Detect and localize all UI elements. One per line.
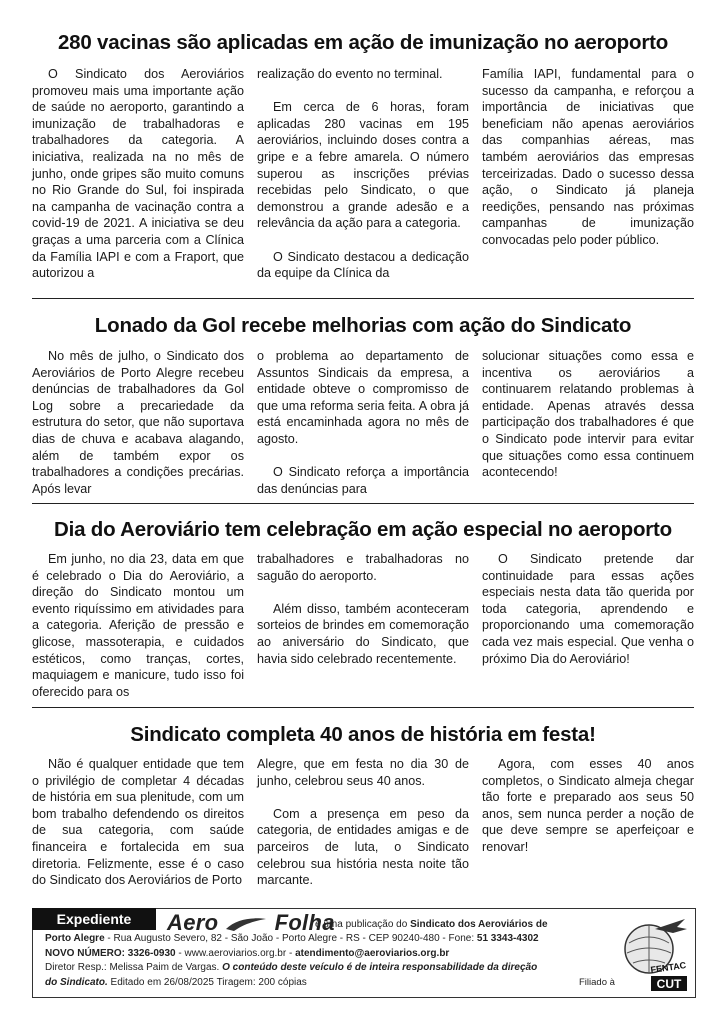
address-text: - Rua Augusto Severo, 82 - São João - Porto Alegre - RS - CEP 90240-480 - Fone:: [104, 933, 477, 945]
org-name: Sindicato dos Aeroviários de: [410, 919, 548, 930]
city-name: Porto Alegre: [45, 933, 105, 945]
disclaimer-text: O conteúdo deste veículo é de inteira responsabilidade da direção: [222, 962, 538, 974]
expediente-line: [45, 932, 585, 946]
paragraph: realização do evento no terminal.: [257, 67, 443, 81]
column-3: [482, 756, 694, 889]
article-columns: [32, 756, 694, 889]
intro-text: é uma publicação do: [315, 919, 411, 930]
paragraph: Em junho, no dia 23, data em que é celebrado o Dia do Aeroviário, a direção do Sindicato montou um evento riquíssimo em atividades para a categoria. Aferição de pressão e glicose, massoterapia, e cuidados estéticos, como tranças, cortes, maquiagem e manicure, tudo isso foi oferecido para os: [32, 552, 244, 699]
paragraph: Além disso, também aconteceram sorteios de brindes em comemoração ao aniversário do Sindicato, que havia sido celebrado recentemente.: [257, 601, 469, 666]
paragraph: o problema ao departamento de Assuntos Sindicais da empresa, a entidade obteve o compromisso de que uma reforma seria feita. A obra já está encaminhada agora no mês de agosto.: [257, 349, 469, 446]
column-3: [482, 551, 694, 700]
logo-text-aero: Aero: [167, 910, 219, 935]
column-3: [482, 348, 694, 497]
expediente-line: [45, 918, 585, 932]
column-1: [32, 348, 244, 497]
paragraph: Em cerca de 6 horas, foram aplicadas 280 vacinas em 195 aeroviários, incluindo doses contra a gripe e a febre amarela. O número superou as inscrições prévias recebidas pelo Sindicato, o que demonstrou a grande adesão e a relevância da ação para a categoria.: [257, 100, 469, 231]
paragraph: O Sindicato pretende dar continuidade para essas ações especiais nesta data tão querida por toda categoria, aprendendo e proporcionando uma comemoração cada vez mais especial. Que venha o próximo Dia do Aeroviário!: [482, 552, 694, 666]
disclaimer-text: do Sindicato.: [45, 976, 108, 988]
logo-text-folha: Folha: [274, 910, 335, 935]
fentac-cut-badge-icon: [615, 913, 689, 993]
column-1: [32, 66, 244, 282]
headline: Dia do Aeroviário tem celebração em ação especial no aeroporto: [53, 518, 672, 541]
headline: 280 vacinas são aplicadas em ação de imunização no aeroporto: [57, 31, 669, 54]
novo-numero-label: NOVO NÚMERO:: [45, 947, 125, 959]
paragraph: solucionar situações como essa e incentiva os aeroviários a continuarem relatando problemas à entidade. Apenas através dessa participação dos trabalhadores é que o Sindicato pode intervir para evitar que situações como essa continuem acontecendo!: [482, 349, 694, 480]
website-link[interactable]: - www.aeroviarios.org.br -: [175, 947, 296, 959]
email-link[interactable]: atendimento@aeroviarios.org.br: [295, 947, 450, 959]
paragraph: Agora, com esses 40 anos completos, o Sindicato almeja chegar tão forte e preparado aos seus 50 anos, sem nunca perder a noção de que deve sempre se aperfeiçoar e renovar!: [482, 757, 694, 854]
section-divider: [32, 503, 694, 504]
filiado-label: Filiado à: [579, 977, 615, 988]
paragraph: O Sindicato destacou a dedicação da equipe da Clínica da: [257, 249, 469, 281]
badge-cut-text: CUT: [656, 977, 682, 991]
section-divider: [32, 707, 694, 708]
column-1: [32, 756, 244, 889]
expediente-line: [45, 961, 585, 975]
phone-number: 51 3343-4302: [476, 933, 539, 945]
paragraph: Família IAPI, fundamental para o sucesso da campanha, e reforçou a importância de iniciativas que beneficiam não apenas aeroviários das companhias aéreas, mas também aeroviários das empresas terceirizadas. Dado o sucesso dessa ação, o Sindicato já planeja reedições, pensando nas próximas campanhas de imunização convocadas pelo poder público.: [482, 67, 694, 247]
article-columns: [32, 348, 694, 497]
paragraph: Com a presença em peso da categoria, de entidades amigas e de parceiros de luta, o Sindicato celebrou sua história nesta noite tão marcante.: [257, 806, 469, 888]
column-2: [257, 551, 469, 700]
badge-fentac-text: FENTAC: [649, 960, 687, 975]
column-2: [257, 66, 469, 282]
paragraph: trabalhadores e trabalhadoras no saguão do aeroporto.: [257, 552, 469, 583]
expediente-line: [45, 976, 585, 990]
paragraph: O Sindicato dos Aeroviários promoveu mais uma importante ação de saúde no aeroporto, garantindo a imunização de trabalhadoras e trabalhadores da categoria. A iniciativa, realizada na no mês de junho, onde gripes são muito comuns no Rio Grande do Sul, foi inspirada na campanha de vacinação contra a covid-19 de 2021. A iniciativa se deu graças a uma parceria com a Clínica da Família IAPI e com a Fraport, que autorizou a: [32, 67, 244, 281]
column-3: [482, 66, 694, 282]
novo-numero: 3326-0930: [125, 947, 176, 959]
expediente-box: [32, 908, 696, 998]
headline: Sindicato completa 40 anos de história em festa!: [130, 723, 596, 746]
paragraph: O Sindicato reforça a importância das denúncias para: [257, 465, 469, 496]
diretor-text: Diretor Resp.: Melissa Paim de Vargas.: [45, 962, 223, 974]
column-2: [257, 348, 469, 497]
article-columns: [32, 66, 694, 282]
expediente-line: [45, 947, 585, 961]
column-2: [257, 756, 469, 889]
paragraph: Alegre, que em festa no dia 30 de junho, celebrou seus 40 anos.: [257, 757, 469, 788]
headline: Lonado da Gol recebe melhorias com ação do Sindicato: [94, 314, 632, 337]
paragraph: Não é qualquer entidade que tem o privilégio de completar 4 décadas de história em sua plenitude, com um bom trabalho defendendo os direitos de sua categoria, com saúde financeira e fortalecida em sua diretoria. Felizmente, esse é o caso do Sindicato dos Aeroviários de Porto: [32, 757, 244, 888]
edicao-text: Editado em 26/08/2025 Tiragem: 200 cópias: [107, 976, 307, 988]
article-columns: [32, 551, 694, 700]
paragraph: No mês de julho, o Sindicato dos Aeroviários de Porto Alegre recebeu denúncias de trabalhadores da Gol Log sobre a precariedade da estrutura do setor, que não suportava dias de chuva e acabava alagando, além de também expor os trabalhadores a condições precárias. Após levar: [32, 349, 244, 496]
expediente-text: [45, 918, 585, 990]
section-divider: [32, 298, 694, 299]
column-1: [32, 551, 244, 700]
expediente-tag: Expediente: [32, 908, 156, 930]
